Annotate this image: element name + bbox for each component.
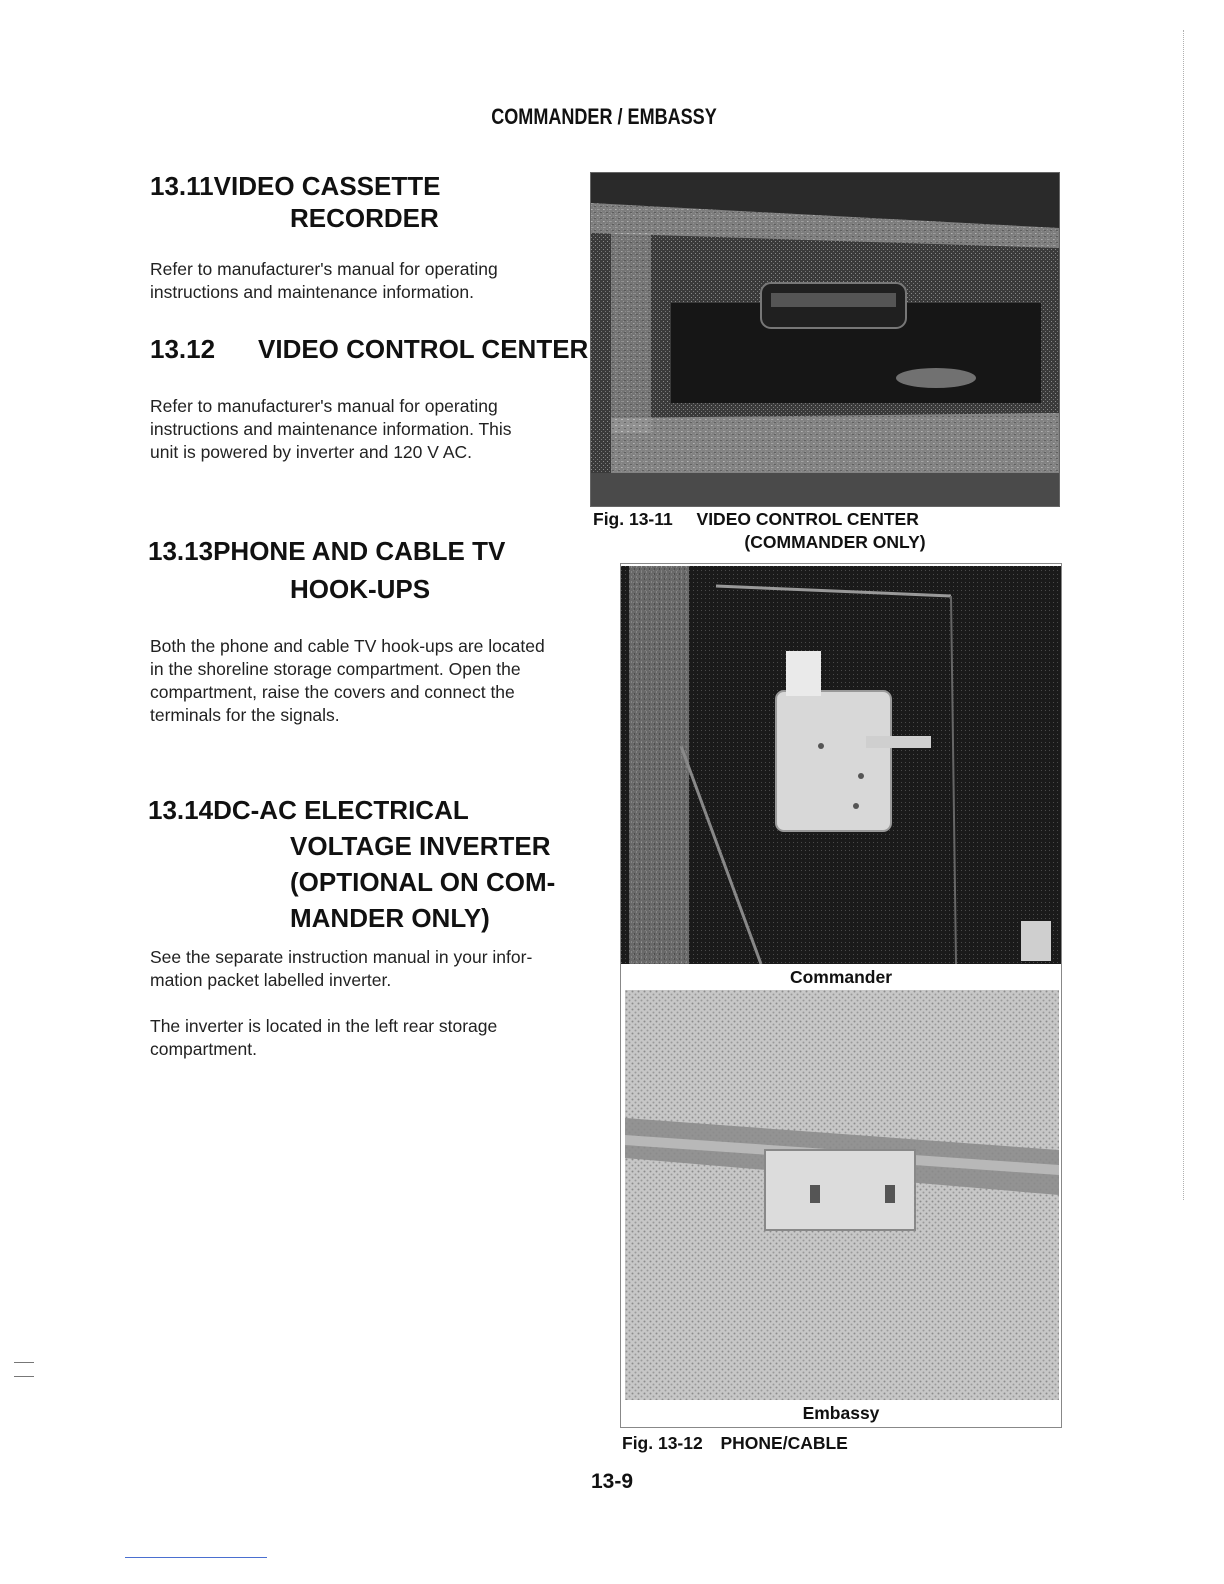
figure-title: PHONE/CABLE [720,1433,848,1453]
margin-mark [14,1376,34,1377]
body-line: terminals for the signals. [150,705,340,725]
section-body-13-14 [150,946,595,992]
section-title-cont: (OPTIONAL ON COM- [290,867,556,897]
commander-phone-cable-photo [621,566,1061,964]
figure-13-12-caption [622,1432,1062,1454]
figure-13-12-frame [620,563,1062,1428]
figure-title: VIDEO CONTROL CENTER [696,509,919,529]
body-line: Both the phone and cable TV hook-ups are located [150,636,545,656]
body-line: compartment. [150,1039,257,1059]
section-title-cont: MANDER ONLY) [290,903,490,933]
figure-13-11-frame [590,172,1060,507]
section-title: DC-AC ELECTRICAL [213,795,469,825]
embassy-phone-cable-photo [625,990,1059,1400]
figure-13-11-caption-line2: (COMMANDER ONLY) [744,532,926,552]
body-line: Refer to manufacturer's manual for operating [150,396,498,416]
video-control-center-photo [591,173,1059,506]
scan-edge-rule [1183,30,1184,1200]
body-line: unit is powered by inverter and 120 V AC. [150,442,472,462]
section-body-13-13 [150,635,595,727]
section-number: 13.11 [150,171,214,201]
section-body-13-11 [150,258,580,304]
section-heading-13-14 [148,792,598,936]
section-body-13-14-b [150,1015,595,1061]
section-number: 13.12 [150,334,216,364]
section-title: PHONE AND CABLE TV [213,536,506,566]
section-heading-13-11 [150,170,590,234]
section-body-13-12 [150,395,580,464]
figure-number: Fig. 13-12 [622,1433,703,1453]
figure-13-11-caption [593,508,1063,530]
margin-mark [14,1362,34,1363]
page-number: 13-9 [590,1470,634,1493]
body-line: instructions and maintenance information. This [150,419,512,439]
body-line: compartment, raise the covers and connect the [150,682,515,702]
body-line: instructions and maintenance information. [150,282,474,302]
section-heading-13-13 [148,535,588,605]
section-title-cont: RECORDER [290,203,439,233]
body-line: Refer to manufacturer's manual for operating [150,259,498,279]
body-line: See the separate instruction manual in your infor- [150,947,533,967]
body-line: in the shoreline storage compartment. Open the [150,659,521,679]
section-title: VIDEO CASSETTE [213,171,441,201]
section-title: VIDEO CONTROL CENTER [258,334,589,364]
section-number: 13.14 [148,795,214,825]
commander-label: Commander [789,967,893,987]
footer-rule [125,1557,267,1558]
body-line: mation packet labelled inverter. [150,970,392,990]
section-heading-13-12 [150,333,590,365]
section-number: 13.13 [148,536,214,566]
figure-number: Fig. 13-11 [593,509,673,529]
section-title-cont: VOLTAGE INVERTER [290,831,551,861]
running-header: COMMANDER / EMBASSY [491,104,717,129]
section-title-cont: HOOK-UPS [290,574,431,604]
body-line: The inverter is located in the left rear storage [150,1016,498,1036]
embassy-label: Embassy [802,1403,880,1423]
